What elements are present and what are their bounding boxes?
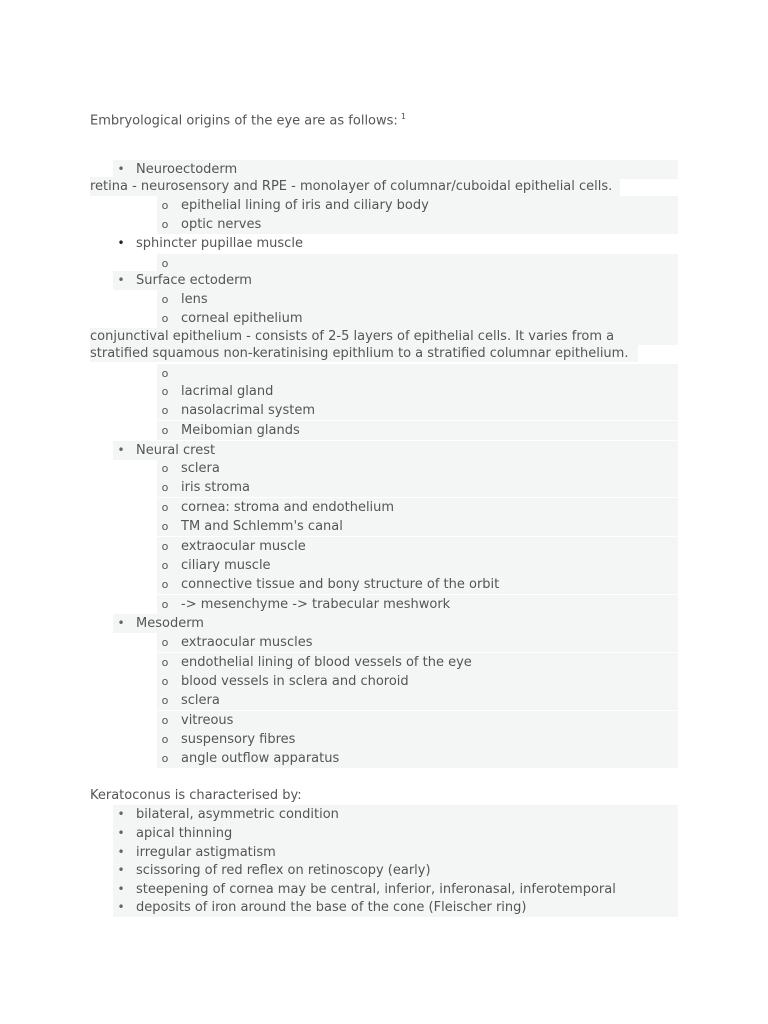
circle-bullet-icon: o (161, 694, 169, 707)
list-item: o TM and Schlemm's canal (157, 517, 678, 536)
circle-bullet-icon: o (161, 714, 169, 727)
list-item: o angle outflow apparatus (157, 749, 678, 768)
list-item: o lacrimal gland (157, 382, 678, 401)
bullet-icon: • (117, 443, 125, 457)
list-item: o vitreous (157, 711, 678, 730)
circle-bullet-icon: o (161, 598, 169, 611)
circle-bullet-icon: o (161, 578, 169, 591)
list-item: o iris stroma (157, 478, 678, 497)
empty-list-item (157, 364, 678, 383)
keratoconus-intro: Keratoconus is characterised by: (90, 788, 302, 803)
list-item: • deposits of iron around the base of the cone (Fleischer ring) (113, 898, 678, 917)
circle-bullet-icon: o (161, 501, 169, 514)
list-item: o lens (157, 290, 678, 309)
list-item: o sclera (157, 691, 678, 710)
footnote-ref[interactable]: 1 (400, 112, 406, 121)
bullet-icon: • (117, 863, 125, 877)
list-item: o Meibomian glands (157, 421, 678, 440)
circle-bullet-icon: o (161, 462, 169, 475)
conjunctival-text-2: stratified squamous non-keratinising epithlium to a stratified columnar epithelium. (90, 345, 638, 362)
list-item: o cornea: stroma and endothelium (157, 498, 678, 517)
circle-bullet-icon: o (161, 656, 169, 669)
list-item: o sclera (157, 459, 678, 478)
circle-bullet-icon: o (161, 520, 169, 533)
circle-bullet-icon: o (161, 312, 169, 325)
circle-bullet-icon: o (161, 218, 169, 231)
list-item: o suspensory fibres (157, 730, 678, 749)
circle-bullet-icon: o (161, 257, 169, 270)
list-item: • irregular astigmatism (113, 843, 678, 862)
bullet-icon: • (117, 807, 125, 821)
circle-bullet-icon: o (161, 752, 169, 765)
retina-text: retina - neurosensory and RPE - monolayer of columnar/cuboidal epithelial cells. (90, 177, 620, 196)
list-item: • bilateral, asymmetric condition (113, 805, 678, 824)
bullet-icon: • (117, 616, 125, 630)
list-item: o extraocular muscles (157, 633, 678, 652)
section-heading: Mesoderm (136, 616, 204, 631)
bullet-icon: • (117, 236, 125, 250)
intro-label: Embryological origins of the eye are as follows: (90, 113, 398, 129)
bullet-neural-crest (113, 441, 678, 460)
section-heading: Neuroectoderm (136, 162, 238, 177)
intro-text (90, 107, 406, 129)
circle-bullet-icon: o (161, 385, 169, 398)
circle-bullet-icon: o (161, 404, 169, 417)
bullet-mesoderm (113, 614, 678, 633)
bullet-icon: • (117, 826, 125, 840)
list-item: o corneal epithelium (157, 309, 678, 328)
list-item: o nasolacrimal system (157, 401, 678, 420)
circle-bullet-icon: o (161, 481, 169, 494)
list-item: o optic nerves (157, 215, 678, 234)
list-item: • apical thinning (113, 824, 678, 843)
circle-bullet-icon: o (161, 559, 169, 572)
circle-bullet-icon: o (161, 675, 169, 688)
bullet-icon: • (117, 273, 125, 287)
list-item: o ciliary muscle (157, 556, 678, 575)
section-heading: Surface ectoderm (136, 273, 252, 288)
section-heading: Neural crest (136, 443, 216, 458)
conjunctival-text-1: conjunctival epithelium - consists of 2-5 layers of epithelial cells. It varies from a (90, 328, 678, 345)
list-item: o extraocular muscle (157, 537, 678, 556)
list-item: • steepening of cornea may be central, inferior, inferonasal, inferotemporal (113, 880, 678, 899)
bullet-surface-ectoderm (113, 271, 678, 290)
bullet-icon: • (117, 882, 125, 896)
list-item: o blood vessels in sclera and choroid (157, 672, 678, 691)
circle-bullet-icon: o (161, 540, 169, 553)
circle-bullet-icon: o (161, 424, 169, 437)
circle-bullet-icon: o (161, 293, 169, 306)
list-item: o epithelial lining of iris and ciliary body (157, 196, 678, 215)
list-item: o -> mesenchyme -> trabecular meshwork (157, 595, 678, 614)
circle-bullet-icon: o (161, 367, 169, 380)
bullet-sphincter: • sphincter pupillae muscle (113, 234, 303, 253)
list-item: o connective tissue and bony structure of the orbit (157, 575, 678, 594)
circle-bullet-icon: o (161, 199, 169, 212)
circle-bullet-icon: o (161, 636, 169, 649)
bullet-icon: • (117, 845, 125, 859)
list-item: • scissoring of red reflex on retinoscopy (early) (113, 861, 678, 880)
circle-bullet-icon: o (161, 733, 169, 746)
bullet-icon: • (117, 162, 125, 176)
bullet-icon: • (117, 900, 125, 914)
list-item: o endothelial lining of blood vessels of the eye (157, 653, 678, 672)
